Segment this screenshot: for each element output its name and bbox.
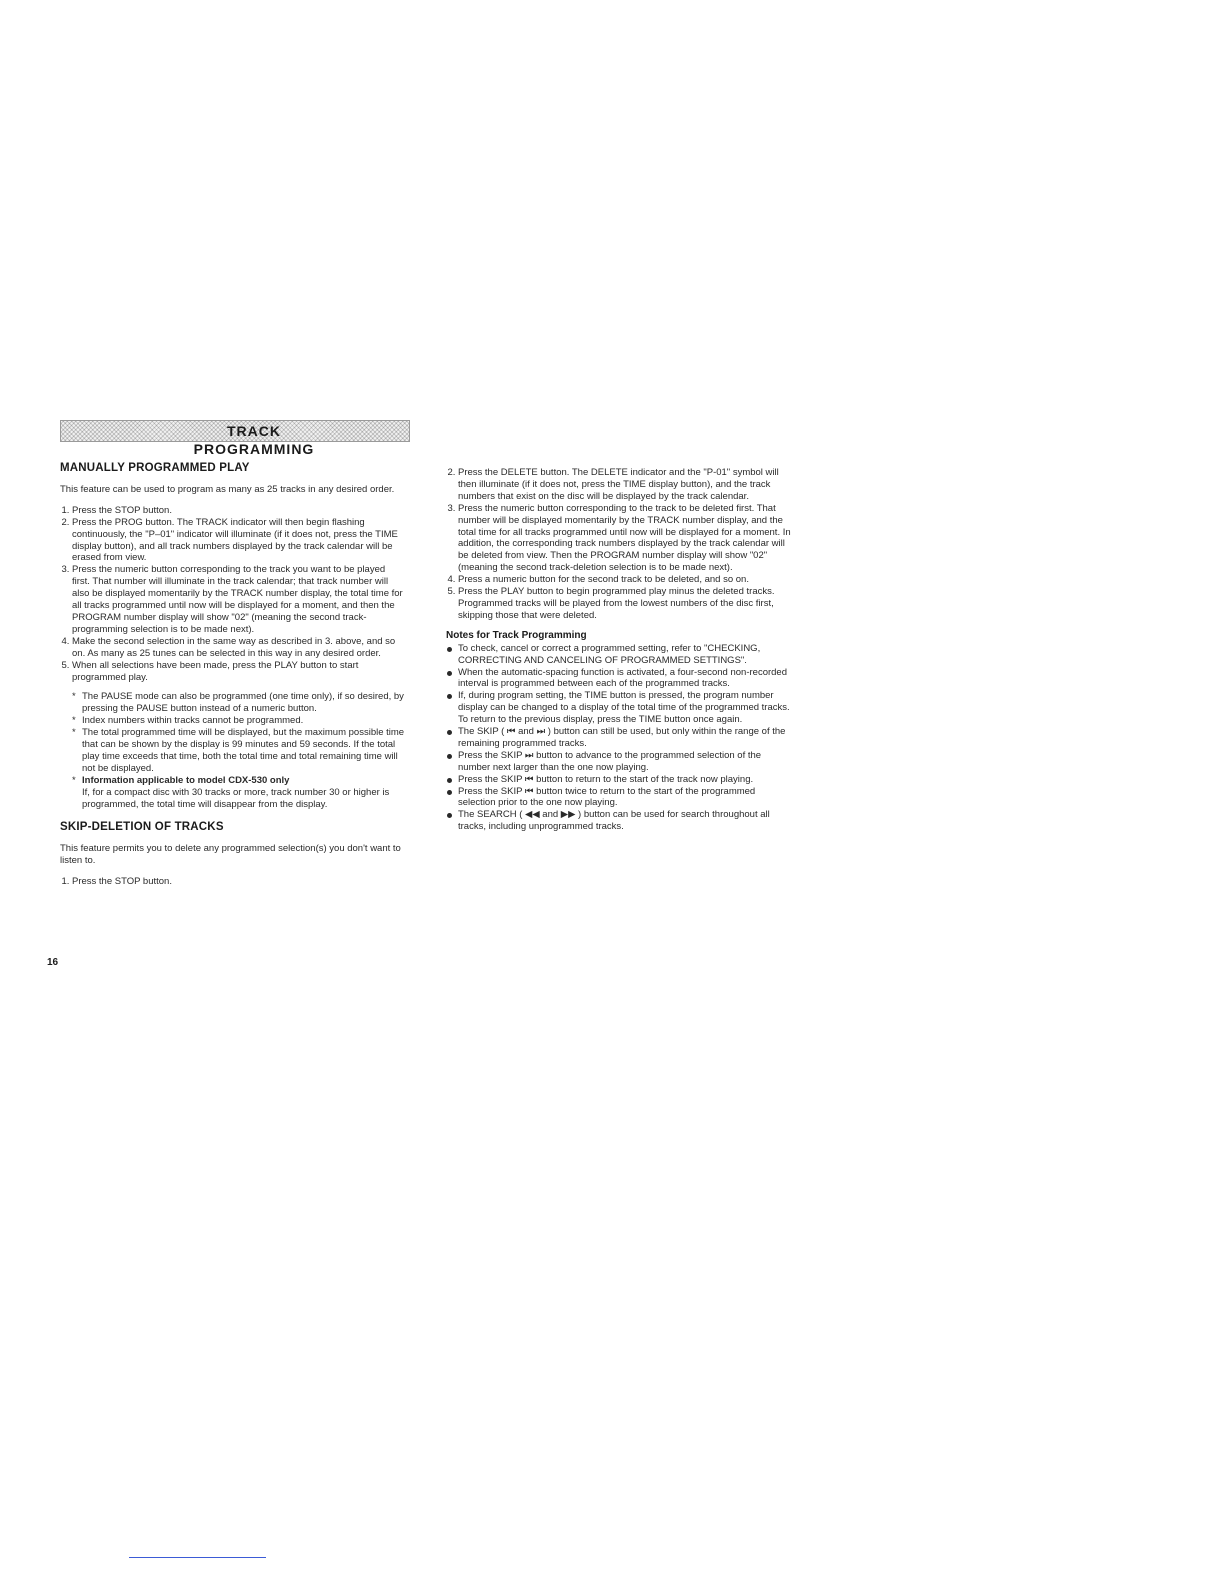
skip-step: 3. Press the numeric button corresponding to the track to be deleted first. That number will be displayed momentarily by the TRACK number display, and the total time for all tracks programmed until now will be displayed for a moment. In addition, the corresponding track numbers displayed by the track calendar will be deleted from view. Then the PROGRAM number display will show "02" (meaning the second track-deletion selection is to be made next). bbox=[458, 503, 794, 574]
skip-heading: SKIP-DELETION OF TRACKS bbox=[60, 821, 224, 834]
notes-item: If, during program setting, the TIME button is pressed, the program number display can be changed to a display of the total time of the programmed tracks. To return to the previous display, press the TIME button once again. bbox=[458, 690, 794, 726]
manual-note: * Index numbers within tracks cannot be programmed. bbox=[82, 715, 405, 727]
skip-step: 1. Press the STOP button. bbox=[72, 876, 405, 888]
skip-step: 4. Press a numeric button for the second track to be deleted, and so on. bbox=[458, 574, 794, 586]
manual-intro: This feature can be used to program as many as 25 tracks in any desired order. bbox=[60, 483, 395, 495]
skip-steps-continued bbox=[446, 467, 794, 622]
notes-item: To check, cancel or correct a programmed setting, refer to "CHECKING, CORRECTING AND CANCELING OF PROGRAMMED SETTINGS". bbox=[458, 643, 794, 667]
manual-step: 2. Press the PROG button. The TRACK indicator will then begin flashing continuously, the "P–01" indicator will illuminate (if it does not, press the TIME display button), and all track numbers displayed by the track calendar will be erased from view. bbox=[72, 517, 405, 565]
manual-note-info bbox=[82, 775, 405, 811]
manual-step: 3. Press the numeric button corresponding to the track you want to be played first. That number will illuminate in the track calendar; that track number will also be displayed momentarily by the TRACK number display, the total time for all tracks programmed until now will be displayed for a moment, and then the PROGRAM number display will show "02" (meaning the second track-programming selection is to be made next). bbox=[72, 564, 405, 635]
notes-list bbox=[446, 643, 794, 834]
left-column bbox=[60, 463, 405, 896]
notes-item: Press the SKIP ⏮ button twice to return to the start of the programmed selection prior to the one now playing. bbox=[458, 786, 794, 810]
info-heading: Information applicable to model CDX-530 only bbox=[82, 774, 290, 786]
manual-step: 4. Make the second selection in the same way as described in 3. above, and so on. As many as 25 tunes can be selected in this way in any desired order. bbox=[72, 636, 405, 660]
skip-steps-start bbox=[60, 876, 405, 888]
manual-heading: MANUALLY PROGRAMMED PLAY bbox=[60, 462, 250, 474]
skip-intro: This feature permits you to delete any programmed selection(s) you don't want to listen to. bbox=[60, 843, 401, 867]
notes-item: The SKIP ( ⏮ and ⏭ ) button can still be used, but only within the range of the remaining programmed tracks. bbox=[458, 726, 794, 750]
manual-note: * The PAUSE mode can also be programmed (one time only), if so desired, by pressing the PAUSE button instead of a numeric button. bbox=[82, 691, 405, 715]
manual-notes bbox=[60, 691, 405, 810]
info-text: If, for a compact disc with 30 tracks or more, track number 30 or higher is programmed, the total time will disappear from the display. bbox=[82, 786, 390, 810]
notes-item: The SEARCH ( ◀◀ and ▶▶ ) button can be used for search throughout all tracks, including unprogrammed tracks. bbox=[458, 809, 794, 833]
decorative-underline bbox=[129, 1557, 266, 1558]
skip-step: 2. Press the DELETE button. The DELETE indicator and the "P-01" symbol will then illuminate (if it does not, press the TIME display button), and the track numbers that exist on the disc will be displayed by the track calendar. bbox=[458, 467, 794, 503]
notes-item: Press the SKIP ⏭ button to advance to the programmed selection of the number next larger than the one now playing. bbox=[458, 750, 794, 774]
manual-note: * The total programmed time will be displayed, but the maximum possible time that can be shown by the display is 99 minutes and 59 seconds. If the total play time exceeds that time, both the total time and total remaining time will not be displayed. bbox=[82, 727, 405, 775]
section-title: TRACK PROGRAMMING bbox=[193, 423, 315, 457]
manual-step: 1. Press the STOP button. bbox=[72, 505, 405, 517]
notes-item: Press the SKIP ⏮ button to return to the start of the track now playing. bbox=[458, 774, 794, 786]
notes-item: When the automatic-spacing function is activated, a four-second non-recorded interval is programmed between each of the programmed tracks. bbox=[458, 667, 794, 691]
section-banner bbox=[60, 420, 410, 457]
skip-step: 5. Press the PLAY button to begin programmed play minus the deleted tracks. Programmed tracks will be played from the lowest numbers of the disc first, skipping those that were deleted. bbox=[458, 586, 794, 622]
right-column bbox=[446, 467, 794, 833]
page-number: 16 bbox=[47, 957, 59, 968]
notes-heading: Notes for Track Programming bbox=[446, 629, 587, 641]
manual-steps bbox=[60, 505, 405, 684]
manual-step: 5. When all selections have been made, press the PLAY button to start programmed play. bbox=[72, 660, 405, 684]
